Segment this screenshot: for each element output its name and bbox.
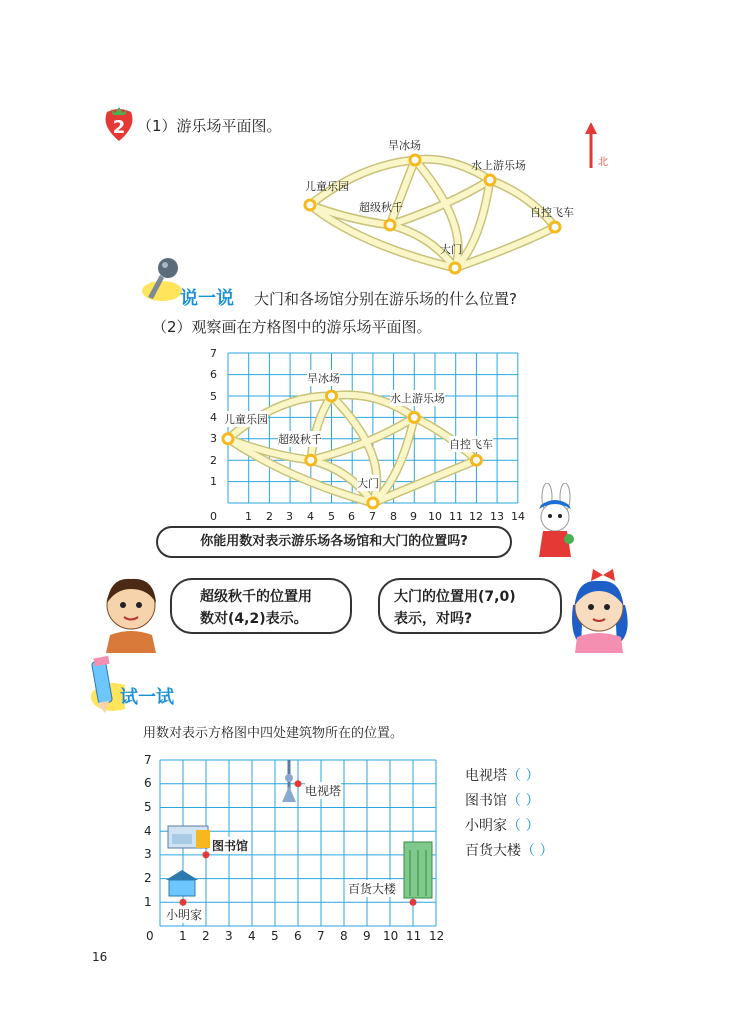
g1-children-label: 儿童乐园 [224,413,268,426]
g1-x-tick: 12 [469,510,483,523]
g1-cars-label: 自控飞车 [449,438,493,451]
g1-x-tick: 5 [328,510,335,523]
map1-ice-label: 旱冰场 [388,139,421,152]
girl-character [563,565,635,653]
badge-number: 2 [112,117,126,138]
g1-x-tick: 11 [449,510,463,523]
g2-x-tick: 8 [340,929,348,943]
library-icon [168,826,210,848]
answer-row [465,840,615,865]
north-label: 北 [598,157,608,168]
g2-x-tick: 12 [429,929,445,943]
boy-character [100,573,162,653]
node-ice [410,155,420,165]
g1-y-tick: 5 [210,390,217,403]
g2-y-tick: 2 [144,871,152,885]
grid-node-children [223,434,233,444]
g1-y-tick: 2 [210,454,217,467]
g2-y-tick: 3 [144,847,152,861]
grid-node-gate [368,498,378,508]
tower-point [295,780,302,787]
g1-gate-label: 大门 [357,477,379,490]
g1-water-label: 水上游乐场 [390,392,445,405]
girl-bubble [378,578,562,634]
g2-y-tick: 7 [144,753,152,767]
g2-x-tick: 3 [225,929,233,943]
grid-node-water [409,412,419,422]
g1-x-tick: 6 [348,510,355,523]
g1-ice-label: 旱冰场 [307,372,340,385]
g2-origin: 0 [146,929,154,943]
park-map [290,135,580,285]
node-cars [550,222,560,232]
g2-x-tick: 6 [294,929,302,943]
g2-x-tick: 5 [271,929,279,943]
answer-name: 电视塔 [465,768,507,784]
pencil-icon [85,655,125,715]
page-number: 16 [92,950,108,964]
answer-name: 图书馆 [465,793,507,809]
answer-blank[interactable]: （ ） [521,843,554,859]
g2-y-tick: 6 [144,776,152,790]
g1-x-tick: 3 [286,510,293,523]
g1-x-tick: 4 [307,510,314,523]
store-point [410,899,417,906]
g1-x-tick: 14 [511,510,525,523]
grid-map [200,345,540,530]
g1-y-tick: 6 [210,368,217,381]
boy-bubble-line1: 超级秋千的位置用 [200,589,312,605]
shuo-title: 说一说 [180,288,234,309]
answer-row [465,765,615,790]
g2-home-label: 小明家 [166,908,203,922]
g1-x-tick: 13 [490,510,504,523]
grid-node-ice [327,391,337,401]
g2-library-label: 图书馆 [212,839,249,853]
g2-x-tick: 10 [383,929,399,943]
skyscraper-icon [404,842,432,898]
girl-bubble-line2: 表示，对吗? [394,611,473,627]
grid-node-swing [306,455,316,465]
answer-blank[interactable]: （ ） [507,818,540,834]
microphone-icon [140,255,184,305]
answer-blank[interactable]: （ ） [507,793,540,809]
g1-y-tick: 1 [210,475,217,488]
shiyishi-title: 试一试 [120,687,174,708]
g2-y-tick: 4 [144,824,152,838]
answer-row [465,790,615,815]
boy-bubble-line2: 数对(4,2)表示。 [200,611,308,627]
node-water [485,175,495,185]
node-children [305,200,315,210]
library-point [203,851,210,858]
g2-x-tick: 7 [317,929,325,943]
shiyishi-instruction: 用数对表示方格图中四处建筑物所在的位置。 [143,726,404,741]
answer-list [465,765,615,865]
part1-title: （1）游乐场平面图。 [137,117,282,135]
shuo-question: 大门和各场馆分别在游乐场的什么位置? [254,290,517,308]
map1-cars-label: 自控飞车 [530,206,574,219]
answer-blank[interactable]: （ ） [507,768,540,784]
building-grid [140,750,450,950]
grid-node-cars [471,455,481,465]
map1-children-label: 儿童乐园 [305,180,349,193]
g1-x-tick: 0 [210,510,217,523]
g1-x-tick: 7 [369,510,376,523]
g2-y-tick: 1 [144,895,152,909]
g1-y-tick: 7 [210,347,217,360]
g2-x-tick: 2 [202,929,210,943]
g1-x-tick: 8 [390,510,397,523]
g2-x-tick: 11 [406,929,422,943]
g2-tower-label: 电视塔 [305,784,342,798]
g1-x-tick: 9 [410,510,417,523]
house-icon [166,870,198,896]
g2-y-tick: 5 [144,800,152,814]
answer-name: 百货大楼 [465,843,521,859]
g2-x-tick: 9 [363,929,371,943]
g1-y-tick: 3 [210,432,217,445]
answer-row [465,815,615,840]
g1-swing-label: 超级秋千 [278,433,322,446]
g2-x-tick: 1 [179,929,187,943]
g1-x-tick: 10 [428,510,442,523]
strawberry-icon [101,104,137,142]
node-swing [385,220,395,230]
map1-water-label: 水上游乐场 [471,159,526,172]
answer-name: 小明家 [465,818,507,834]
map1-swing-label: 超级秋千 [359,201,403,214]
g2-x-tick: 4 [248,929,256,943]
tv-tower-icon [282,760,296,802]
g1-x-tick: 1 [245,510,252,523]
boy-bubble [170,578,352,634]
rabbit-character [525,483,585,561]
node-gate [450,263,460,273]
strawberry-badge [101,104,137,142]
g1-x-tick: 2 [266,510,273,523]
part2-title: （2）观察画在方格图中的游乐场平面图。 [152,318,432,336]
g1-y-tick: 4 [210,411,217,424]
north-arrow [585,120,615,170]
map1-gate-label: 大门 [440,243,462,256]
girl-bubble-line1: 大门的位置用(7,0) [394,589,516,605]
home-point [180,899,187,906]
g2-store-label: 百货大楼 [348,882,397,896]
rabbit-bubble: 你能用数对表示游乐场各场馆和大门的位置吗? [156,526,512,558]
